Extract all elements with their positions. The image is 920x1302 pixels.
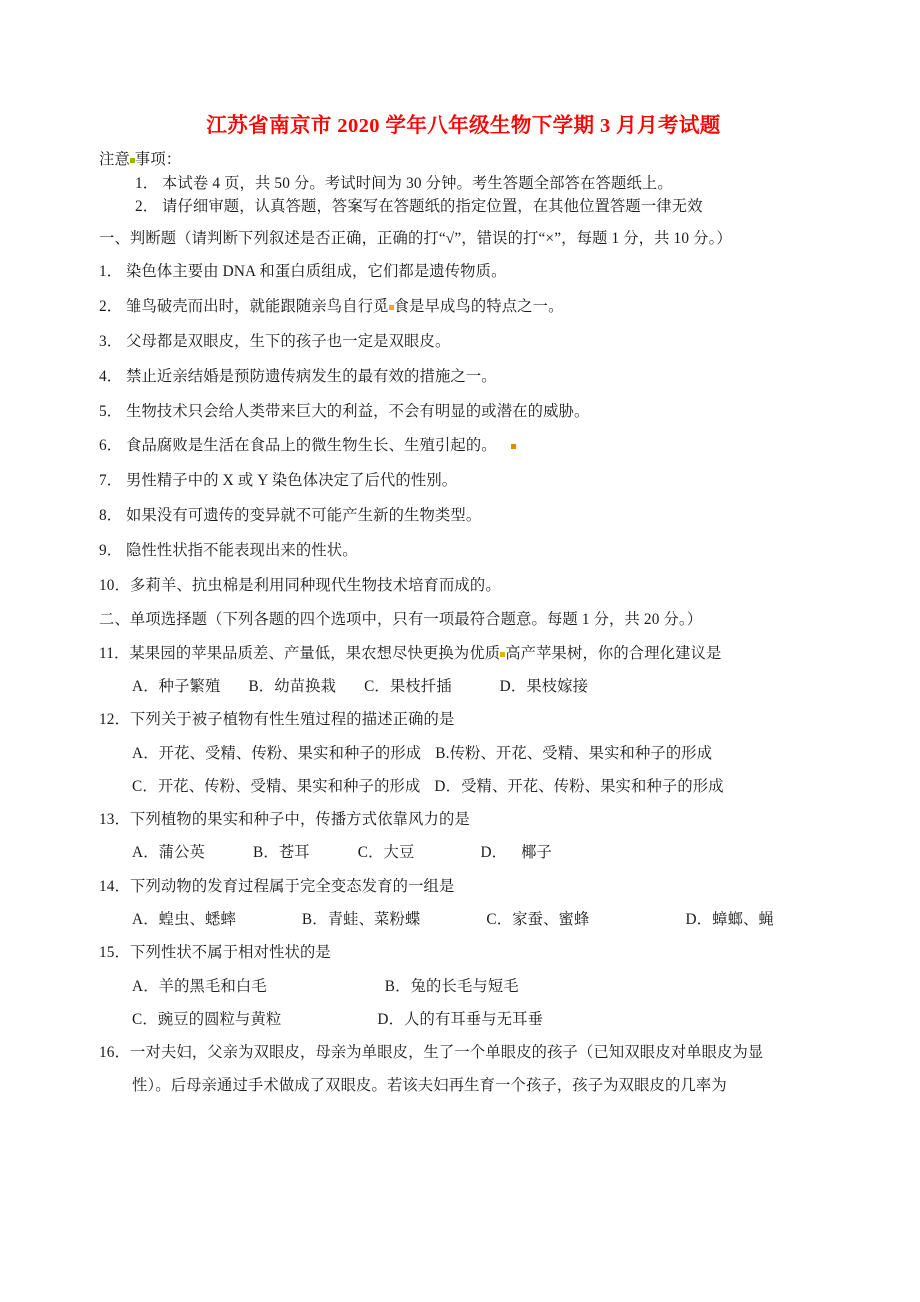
option-b-label[interactable]: B． bbox=[253, 844, 279, 862]
question-11-stem bbox=[99, 646, 828, 661]
item-number: 9． bbox=[99, 541, 123, 559]
option-b-text[interactable]: 苍耳 bbox=[278, 844, 310, 862]
question-16-line-2 bbox=[99, 1078, 828, 1093]
option-b-label[interactable]: B． bbox=[301, 911, 328, 928]
question-number: 15． bbox=[99, 944, 131, 962]
option-a-text[interactable]: 蝗虫、蟋蟀 bbox=[158, 911, 236, 928]
question-number: 14． bbox=[99, 877, 131, 895]
tf-item-7 bbox=[99, 473, 828, 488]
notice-item bbox=[99, 176, 828, 191]
question-14-stem bbox=[99, 879, 828, 894]
option-c-label[interactable]: C． bbox=[132, 777, 158, 795]
option-a-label[interactable]: A． bbox=[132, 977, 159, 995]
question-15-options bbox=[99, 979, 828, 1028]
notice-heading bbox=[99, 152, 828, 167]
option-row bbox=[132, 746, 828, 761]
option-c-text[interactable]: 家蚕、蜜蜂 bbox=[512, 911, 590, 928]
option-a-label[interactable]: A． bbox=[132, 911, 159, 928]
option-a-label[interactable]: A． bbox=[132, 844, 159, 862]
option-a-text[interactable]: 羊的黑毛和白毛 bbox=[158, 977, 267, 995]
highlight-mark-icon bbox=[130, 158, 135, 163]
option-a-label[interactable]: A． bbox=[132, 677, 159, 695]
question-number: 11． bbox=[99, 644, 130, 662]
item-number: 2． bbox=[99, 298, 123, 316]
item-text-b: 食是早成鸟的特点之一。 bbox=[393, 298, 564, 316]
option-b-label[interactable]: B. bbox=[435, 744, 450, 762]
option-b-text[interactable]: 兔的长毛与短毛 bbox=[410, 977, 519, 995]
question-16-stem bbox=[99, 1045, 828, 1094]
option-row bbox=[132, 979, 828, 994]
section-true-false bbox=[99, 231, 828, 593]
option-d-label[interactable]: D． bbox=[377, 1010, 405, 1028]
question-14-options bbox=[99, 912, 828, 927]
option-d-text[interactable]: 人的有耳垂与无耳垂 bbox=[404, 1010, 544, 1028]
item-text: 生物技术只会给人类带来巨大的利益，不会有明显的或潜在的威胁。 bbox=[126, 402, 590, 420]
tf-item-3 bbox=[99, 334, 828, 349]
option-row bbox=[132, 1012, 828, 1027]
option-b-label[interactable]: B． bbox=[248, 677, 275, 695]
item-text: 如果没有可遗传的变异就不可能产生新的生物类型。 bbox=[126, 506, 482, 524]
option-c-label[interactable]: C． bbox=[486, 911, 513, 928]
item-text-a: 雏鸟破壳而出时，就能跟随亲鸟自行觅 bbox=[126, 298, 389, 316]
notice-item-number: 2． bbox=[135, 198, 159, 216]
tf-item-6 bbox=[99, 438, 828, 453]
tf-item-4 bbox=[99, 369, 828, 384]
tf-item-1 bbox=[99, 264, 828, 279]
tf-item-2 bbox=[99, 299, 828, 314]
option-d-label[interactable]: D． bbox=[434, 777, 462, 795]
item-text: 染色体主要由 DNA 和蛋白质组成，它们都是遗传物质。 bbox=[126, 263, 507, 281]
option-a-text[interactable]: 开花、受精、传粉、果实和种子的形成 bbox=[158, 744, 422, 762]
tf-item-8 bbox=[99, 508, 828, 523]
section-heading: 一、判断题（请判断下列叙述是否正确，正确的打“√”，错误的打“×”，每题 1 分，共 10 分。） bbox=[99, 230, 732, 248]
item-number: 10． bbox=[99, 576, 131, 594]
option-c-label[interactable]: C． bbox=[357, 844, 384, 862]
option-d-text[interactable]: 椰子 bbox=[521, 844, 552, 862]
option-c-text[interactable]: 大豆 bbox=[383, 844, 415, 862]
question-stem: 下列动物的发育过程属于完全变态发育的一组是 bbox=[130, 877, 455, 895]
notice-heading-part-a: 注意 bbox=[99, 150, 130, 168]
question-stem: 下列关于被子植物有性生殖过程的描述正确的是 bbox=[130, 711, 455, 729]
question-stem-line-2: 性）。后母亲通过手术做成了双眼皮。若该夫妇再生育一个孩子，孩子为双眼皮的几率为 bbox=[132, 1077, 727, 1095]
item-number: 3． bbox=[99, 332, 123, 350]
question-stem: 下列植物的果实和种子中，传播方式依靠风力的是 bbox=[130, 811, 470, 829]
question-stem-b: 高产苹果树，你的合理化建议是 bbox=[505, 644, 722, 662]
section-heading: 二、单项选择题（下列各题的四个选项中，只有一项最符合题意。每题 1 分，共 20 分。） bbox=[99, 611, 703, 629]
option-row bbox=[132, 779, 828, 794]
question-stem-line-1: 一对夫妇，父亲为双眼皮，母亲为单眼皮，生了一个单眼皮的孩子（已知双眼皮对单眼皮为显 bbox=[130, 1044, 764, 1062]
question-15-stem bbox=[99, 945, 828, 960]
item-number: 8． bbox=[99, 506, 123, 524]
item-number: 7． bbox=[99, 472, 123, 490]
highlight-mark-icon bbox=[500, 652, 505, 657]
item-text: 禁止近亲结婚是预防遗传病发生的最有效的措施之一。 bbox=[126, 367, 497, 385]
item-number: 4． bbox=[99, 367, 123, 385]
option-row bbox=[132, 679, 828, 694]
item-number: 1． bbox=[99, 263, 123, 281]
question-12-options bbox=[99, 746, 828, 795]
option-c-text[interactable]: 果枝扦插 bbox=[389, 677, 452, 695]
option-a-text[interactable]: 蒲公英 bbox=[158, 844, 205, 862]
question-number: 13． bbox=[99, 811, 131, 829]
tf-item-9 bbox=[99, 543, 828, 558]
option-c-label[interactable]: C． bbox=[364, 677, 390, 695]
notice-item-text: 请仔细审题，认真答题，答案写在答题纸的指定位置，在其他位置答题一律无效 bbox=[162, 198, 703, 216]
highlight-mark-icon bbox=[511, 444, 516, 449]
option-b-text[interactable]: 青蛙、菜粉蝶 bbox=[327, 911, 421, 928]
tf-item-5 bbox=[99, 404, 828, 419]
item-number: 6． bbox=[99, 437, 123, 455]
question-12-stem bbox=[99, 712, 828, 727]
option-c-text[interactable]: 开花、传粉、受精、果实和种子的形成 bbox=[157, 777, 421, 795]
item-text: 父母都是双眼皮，生下的孩子也一定是双眼皮。 bbox=[126, 332, 451, 350]
question-stem: 下列性状不属于相对性状的是 bbox=[130, 944, 331, 962]
highlight-mark-icon bbox=[389, 305, 394, 310]
item-text: 男性精子中的 X 或 Y 染色体决定了后代的性别。 bbox=[126, 472, 458, 490]
option-c-text[interactable]: 豌豆的圆粒与黄粒 bbox=[157, 1010, 282, 1028]
option-b-label[interactable]: B． bbox=[384, 977, 411, 995]
option-d-label[interactable]: D． bbox=[499, 677, 527, 695]
notice-item-text: 本试卷 4 页，共 50 分。考试时间为 30 分钟。考生答题全部答在答题纸上。 bbox=[162, 174, 673, 192]
question-number: 16． bbox=[99, 1044, 131, 1062]
option-d-text[interactable]: 受精、开花、传粉、果实和种子的形成 bbox=[461, 777, 724, 795]
question-13-options bbox=[99, 845, 828, 860]
option-b-text[interactable]: 幼苗换栽 bbox=[274, 677, 337, 695]
notice-block bbox=[99, 152, 828, 215]
notice-item bbox=[99, 199, 828, 214]
option-d-label[interactable]: D． bbox=[685, 911, 713, 928]
option-d-text[interactable]: 蟑螂、蝇 bbox=[712, 911, 774, 928]
option-row bbox=[132, 845, 828, 860]
question-11-options bbox=[99, 679, 828, 694]
section-multiple-choice bbox=[99, 612, 828, 1093]
tf-item-10 bbox=[99, 578, 828, 593]
item-text-a: 食品腐败是生活在食品上的微生物生长、生殖引起的。 bbox=[126, 437, 497, 455]
question-stem-a: 某果园的苹果品质差、产量低，果农想尽快更换为优质 bbox=[129, 644, 501, 662]
notice-heading-part-b: 事项： bbox=[134, 150, 182, 168]
item-number: 5． bbox=[99, 402, 123, 420]
item-text: 多莉羊、抗虫棉是利用同种现代生物技术培育而成的。 bbox=[130, 576, 501, 594]
option-d-label[interactable]: D． bbox=[480, 844, 508, 862]
option-c-label[interactable]: C． bbox=[132, 1010, 158, 1028]
notice-item-number: 1． bbox=[135, 174, 159, 192]
option-a-label[interactable]: A． bbox=[132, 744, 159, 762]
question-13-stem bbox=[99, 812, 828, 827]
option-row bbox=[132, 912, 828, 927]
option-b-text[interactable]: 传粉、开花、受精、果实和种子的形成 bbox=[449, 744, 713, 762]
option-a-text[interactable]: 种子繁殖 bbox=[158, 677, 221, 695]
question-number: 12． bbox=[99, 711, 131, 729]
page-title: 江苏省南京市 2020 学年八年级生物下学期 3 月月考试题 bbox=[206, 115, 721, 137]
item-text: 隐性性状指不能表现出来的性状。 bbox=[126, 541, 358, 559]
option-d-text[interactable]: 果枝嫁接 bbox=[526, 677, 589, 695]
question-16-line-1 bbox=[99, 1045, 828, 1060]
